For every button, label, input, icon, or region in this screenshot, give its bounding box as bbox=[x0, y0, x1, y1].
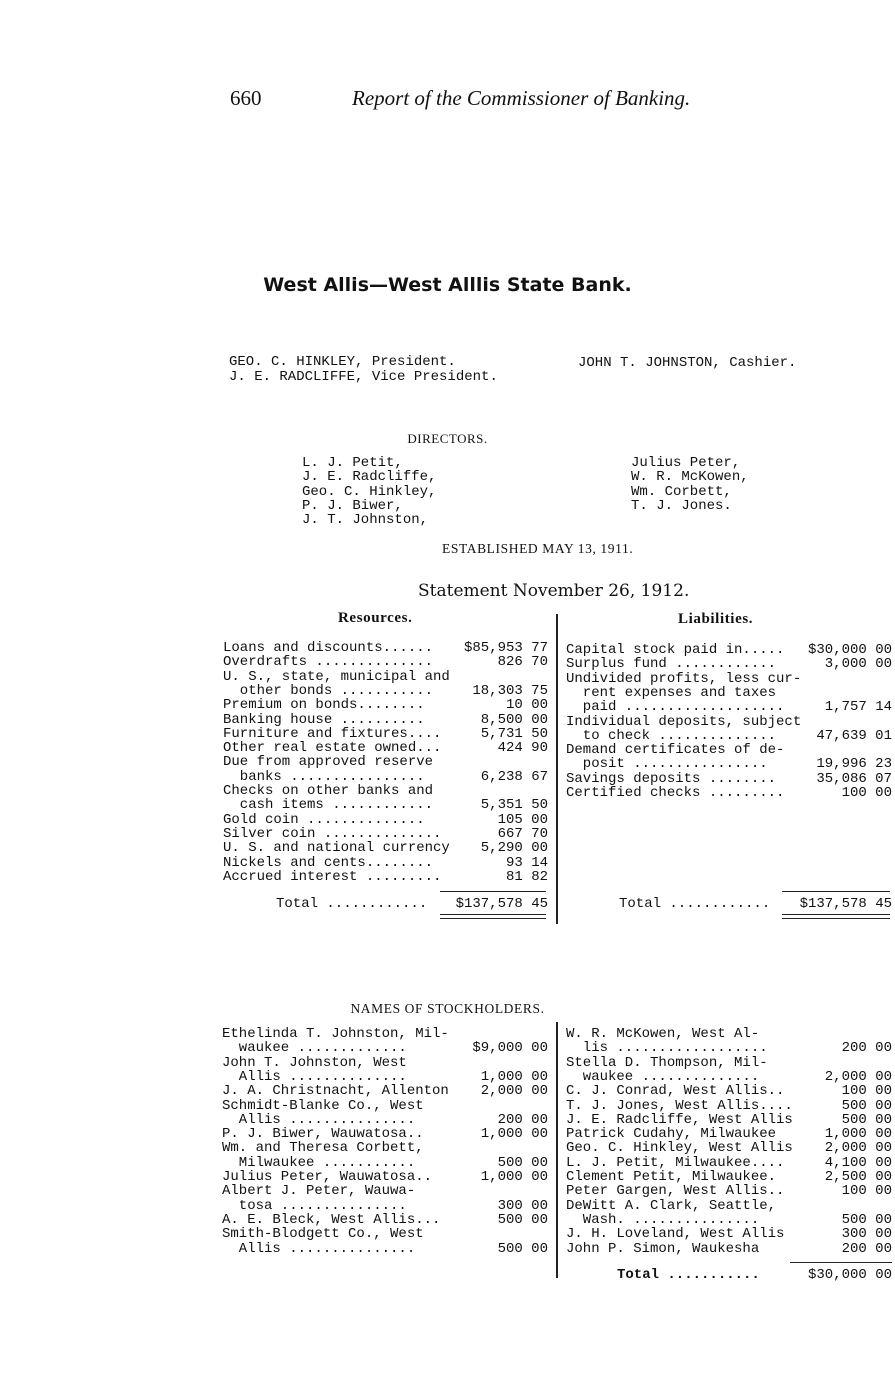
stockholder-row bbox=[566, 1184, 892, 1198]
resource-row-amount: 667 70 bbox=[497, 825, 548, 842]
stockholder-row bbox=[222, 1127, 548, 1141]
stockholder-row-amount: 1,000 00 bbox=[480, 1126, 548, 1143]
stockholder-row-label: Clement Petit, Milwaukee. bbox=[566, 1169, 777, 1185]
liability-row bbox=[566, 657, 892, 671]
stockholder-row-label: Geo. C. Hinkley, West Allis bbox=[566, 1140, 793, 1157]
resource-row-label: Gold coin .............. bbox=[223, 811, 425, 828]
director-name: T. J. Jones. bbox=[631, 497, 732, 514]
stockholder-row-amount: 2,000 00 bbox=[824, 1140, 892, 1157]
stockholder-row bbox=[566, 1027, 892, 1041]
resource-row bbox=[223, 856, 548, 870]
stockholder-row-label: P. J. Biwer, Wauwatosa.. bbox=[222, 1126, 424, 1143]
established-date: ESTABLISHED MAY 13, 1911. bbox=[442, 541, 634, 556]
stockholders-heading: NAMES OF STOCKHOLDERS. bbox=[350, 1001, 545, 1016]
resource-row-amount: 18,303 75 bbox=[472, 682, 548, 699]
stockholder-row-amount: 100 00 bbox=[841, 1083, 892, 1100]
liabilities-heading: Liabilities. bbox=[678, 611, 754, 627]
liability-row-amount: 47,639 01 bbox=[816, 727, 892, 744]
resource-row-amount: 6,238 67 bbox=[480, 768, 548, 785]
resource-row-label: Other real estate owned... bbox=[223, 740, 442, 757]
stockholder-row bbox=[222, 1056, 548, 1070]
liability-row-label: to check .............. bbox=[566, 727, 777, 744]
liability-row-amount: 19,996 23 bbox=[816, 756, 892, 773]
stockholder-row-amount: 2,000 00 bbox=[824, 1068, 892, 1085]
officer-cashier: JOHN T. JOHNSTON, Cashier. bbox=[578, 355, 797, 371]
resource-row-amount: 5,351 50 bbox=[480, 797, 548, 814]
stockholder-row-label: Wash. ............... bbox=[566, 1211, 760, 1228]
officer-president: GEO. C. HINKLEY, President. bbox=[229, 354, 456, 370]
stockholder-row-amount: 500 00 bbox=[497, 1240, 548, 1257]
director-name: Geo. C. Hinkley, bbox=[302, 483, 437, 500]
stockholder-row-amount: 4,100 00 bbox=[824, 1154, 892, 1171]
directors-right-list bbox=[631, 456, 749, 513]
liabilities-total-amount: $137,578 45 bbox=[799, 896, 892, 912]
stockholder-row bbox=[566, 1070, 892, 1084]
liability-row-label: Surplus fund ............ bbox=[566, 656, 777, 673]
stockholder-row bbox=[222, 1227, 548, 1241]
stockholder-row bbox=[222, 1184, 548, 1198]
resource-row-label: U. S. and national currency bbox=[223, 840, 450, 857]
stockholders-total-rule bbox=[790, 1262, 892, 1263]
resource-row-label: Nickels and cents........ bbox=[223, 854, 434, 871]
stockholder-row-label: Albert J. Peter, Wauwa- bbox=[222, 1183, 416, 1200]
stockholder-row-amount: 500 00 bbox=[841, 1097, 892, 1114]
stockholder-row-amount: 1,000 00 bbox=[824, 1126, 892, 1143]
stockholder-row-amount: 1,000 00 bbox=[480, 1169, 548, 1185]
director-name: Wm. Corbett, bbox=[631, 483, 732, 500]
stockholder-row-amount: 2,500 00 bbox=[824, 1169, 892, 1185]
resource-row-label: Overdrafts .............. bbox=[223, 654, 434, 671]
stockholder-row bbox=[222, 1199, 548, 1213]
stockholder-row-label: Allis ............... bbox=[222, 1240, 416, 1257]
resource-row-amount: 826 70 bbox=[497, 654, 548, 671]
liability-row bbox=[566, 700, 892, 714]
stockholder-row-amount: 200 00 bbox=[841, 1040, 892, 1057]
stockholder-row-amount: 300 00 bbox=[841, 1226, 892, 1243]
liabilities-total-label: Total ............ bbox=[619, 896, 771, 912]
stockholders-left-list bbox=[222, 1027, 548, 1256]
liabilities-total-double-rule bbox=[782, 914, 890, 919]
resources-total-double-rule bbox=[440, 914, 546, 919]
director-name: Julius Peter, bbox=[631, 455, 741, 471]
liabilities-total-rule bbox=[782, 891, 890, 892]
stockholder-row bbox=[222, 1170, 548, 1184]
stockholder-row-label: W. R. McKowen, West Al- bbox=[566, 1026, 760, 1042]
liability-row-label: Savings deposits ........ bbox=[566, 770, 777, 787]
stockholder-row-amount: 500 00 bbox=[497, 1154, 548, 1171]
stockholder-row-label: DeWitt A. Clark, Seattle, bbox=[566, 1197, 777, 1214]
resource-row-label: U. S., state, municipal and bbox=[223, 668, 450, 685]
liability-row-amount: 3,000 00 bbox=[824, 656, 892, 673]
liability-row-label: paid ................... bbox=[566, 699, 785, 716]
stockholder-row-amount: 500 00 bbox=[841, 1211, 892, 1228]
stockholder-row-amount: 200 00 bbox=[497, 1111, 548, 1128]
stockholder-row-label: Patrick Cudahy, Milwaukee bbox=[566, 1126, 777, 1143]
resource-row bbox=[223, 770, 548, 784]
resource-row bbox=[223, 655, 548, 669]
resource-row-label: Silver coin .............. bbox=[223, 825, 442, 842]
stockholder-row-label: Allis .............. bbox=[222, 1068, 407, 1085]
liability-row bbox=[566, 757, 892, 771]
resource-row-label: Accrued interest ......... bbox=[223, 868, 442, 885]
stockholder-row-label: Ethelinda T. Johnston, Mil- bbox=[222, 1026, 449, 1042]
liability-row-label: posit ................ bbox=[566, 756, 768, 773]
director-name: P. J. Biwer, bbox=[302, 497, 403, 514]
resource-row-label: Loans and discounts...... bbox=[223, 640, 434, 656]
resource-row bbox=[223, 813, 548, 827]
resource-row-label: other bonds ........... bbox=[223, 682, 434, 699]
stockholders-total-amount: $30,000 00 bbox=[807, 1267, 892, 1283]
resources-total-amount: $137,578 45 bbox=[455, 896, 548, 912]
stockholder-row-label: Allis ............... bbox=[222, 1111, 416, 1128]
resource-row bbox=[223, 670, 548, 684]
resource-row bbox=[223, 827, 548, 841]
stockholder-row bbox=[222, 1099, 548, 1113]
stockholder-row bbox=[566, 1041, 892, 1055]
liability-row-amount: 1,757 14 bbox=[824, 699, 892, 716]
stockholder-row bbox=[566, 1127, 892, 1141]
liabilities-list bbox=[566, 643, 892, 800]
stockholder-row-label: Stella D. Thompson, Mil- bbox=[566, 1054, 768, 1071]
liability-row-label: Certified checks ......... bbox=[566, 785, 785, 801]
liability-row-amount: $30,000 00 bbox=[807, 642, 892, 658]
resource-row-amount: 93 14 bbox=[505, 854, 548, 871]
stockholder-row-amount: $9,000 00 bbox=[472, 1040, 548, 1057]
liability-row bbox=[566, 643, 892, 657]
liability-row-amount: 35,086 07 bbox=[816, 770, 892, 787]
stockholder-row-label: John T. Johnston, West bbox=[222, 1054, 407, 1071]
resource-row bbox=[223, 841, 548, 855]
stockholder-row-label: waukee .............. bbox=[566, 1068, 760, 1085]
statement-column-divider bbox=[556, 614, 558, 924]
stockholder-row-label: Julius Peter, Wauwatosa.. bbox=[222, 1169, 433, 1185]
resource-row-amount: 5,290 00 bbox=[480, 840, 548, 857]
resource-row-amount: 5,731 50 bbox=[480, 725, 548, 742]
resource-row bbox=[223, 798, 548, 812]
stockholder-row-label: Schmidt-Blanke Co., West bbox=[222, 1097, 424, 1114]
stockholder-row-amount: 2,000 00 bbox=[480, 1083, 548, 1100]
stockholder-row bbox=[566, 1141, 892, 1155]
resource-row bbox=[223, 698, 548, 712]
resource-row-amount: 81 82 bbox=[505, 868, 548, 885]
resource-row-label: cash items ............ bbox=[223, 797, 434, 814]
page-number: 660 bbox=[230, 86, 262, 110]
liability-row-label: Individual deposits, subject bbox=[566, 713, 802, 730]
stockholder-row-label: Smith-Blodgett Co., West bbox=[222, 1226, 424, 1243]
stockholder-row-label: John P. Simon, Waukesha bbox=[566, 1240, 760, 1257]
stockholder-row bbox=[566, 1056, 892, 1070]
resource-row-label: Due from approved reserve bbox=[223, 754, 434, 771]
stockholder-row-amount: 500 00 bbox=[841, 1111, 892, 1128]
resources-list bbox=[223, 641, 548, 884]
stockholder-row bbox=[222, 1141, 548, 1155]
stockholders-column-divider bbox=[556, 1022, 558, 1278]
resource-row bbox=[223, 641, 548, 655]
liability-row bbox=[566, 729, 892, 743]
stockholder-row-label: Wm. and Theresa Corbett, bbox=[222, 1140, 424, 1157]
stockholder-row bbox=[566, 1156, 892, 1170]
liability-row-amount: 100 00 bbox=[841, 785, 892, 801]
director-name: W. R. McKowen, bbox=[631, 469, 749, 486]
resources-total-rule bbox=[440, 891, 546, 892]
statement-title: Statement November 26, 1912. bbox=[418, 581, 690, 601]
resource-row bbox=[223, 870, 548, 884]
stockholder-row bbox=[222, 1027, 548, 1041]
stockholder-row-label: lis .................. bbox=[566, 1040, 768, 1057]
director-name: J. T. Johnston, bbox=[302, 512, 429, 529]
resource-row-amount: 8,500 00 bbox=[480, 711, 548, 728]
resource-row-amount: $85,953 77 bbox=[463, 640, 548, 656]
stockholder-row-amount: 300 00 bbox=[497, 1197, 548, 1214]
stockholder-row-label: A. E. Bleck, West Allis... bbox=[222, 1211, 441, 1228]
stockholders-right-list bbox=[566, 1027, 892, 1256]
stockholders-total-label: Total ........... bbox=[617, 1267, 760, 1283]
liability-row-label: rent expenses and taxes bbox=[566, 684, 777, 701]
stockholder-row-amount: 1,000 00 bbox=[480, 1068, 548, 1085]
stockholder-row bbox=[566, 1084, 892, 1098]
stockholder-row-label: J. A. Christnacht, Allenton bbox=[222, 1083, 449, 1100]
liability-row bbox=[566, 715, 892, 729]
running-title: Report of the Commissioner of Banking. bbox=[352, 86, 691, 110]
stockholder-row bbox=[566, 1199, 892, 1213]
liability-row-label: Undivided profits, less cur- bbox=[566, 670, 802, 687]
stockholder-row bbox=[566, 1242, 892, 1256]
stockholder-row-label: T. J. Jones, West Allis.... bbox=[566, 1097, 793, 1114]
resource-row-label: banks ................ bbox=[223, 768, 425, 785]
liability-row-label: Capital stock paid in..... bbox=[566, 642, 785, 658]
liability-row bbox=[566, 672, 892, 686]
directors-left-list bbox=[302, 456, 436, 527]
stockholder-row bbox=[222, 1070, 548, 1084]
resource-row bbox=[223, 727, 548, 741]
resource-row bbox=[223, 741, 548, 755]
resources-heading: Resources. bbox=[338, 610, 413, 626]
stockholder-row-label: waukee ............. bbox=[222, 1040, 407, 1057]
resource-row bbox=[223, 713, 548, 727]
stockholder-row-label: J. E. Radcliffe, West Allis bbox=[566, 1111, 793, 1128]
stockholder-row bbox=[566, 1170, 892, 1184]
director-name: J. E. Radcliffe, bbox=[302, 469, 437, 486]
stockholder-row-amount: 100 00 bbox=[841, 1183, 892, 1200]
resource-row bbox=[223, 684, 548, 698]
liability-row bbox=[566, 686, 892, 700]
stockholder-row bbox=[566, 1213, 892, 1227]
liability-row-label: Demand certificates of de- bbox=[566, 742, 785, 759]
stockholder-row-amount: 500 00 bbox=[497, 1211, 548, 1228]
resource-row-amount: 10 00 bbox=[505, 697, 548, 714]
stockholder-row-label: J. H. Loveland, West Allis bbox=[566, 1226, 785, 1243]
liability-row bbox=[566, 786, 892, 800]
resource-row-label: Furniture and fixtures.... bbox=[223, 725, 442, 742]
stockholder-row-label: L. J. Petit, Milwaukee.... bbox=[566, 1154, 785, 1171]
stockholder-row bbox=[566, 1099, 892, 1113]
bank-title: West Allis—West Alllis State Bank. bbox=[263, 274, 632, 296]
resource-row-label: Banking house .......... bbox=[223, 711, 425, 728]
liability-row bbox=[566, 772, 892, 786]
resource-row bbox=[223, 755, 548, 769]
resources-total-label: Total ............ bbox=[276, 896, 428, 912]
stockholder-row-label: tosa ............... bbox=[222, 1197, 407, 1214]
stockholder-row-amount: 200 00 bbox=[841, 1240, 892, 1257]
director-name: L. J. Petit, bbox=[302, 455, 403, 471]
stockholder-row bbox=[222, 1084, 548, 1098]
stockholder-row bbox=[222, 1242, 548, 1256]
resource-row-label: Checks on other banks and bbox=[223, 783, 434, 799]
directors-heading: DIRECTORS. bbox=[407, 431, 488, 446]
liability-row bbox=[566, 743, 892, 757]
stockholder-row-label: Milwaukee ........... bbox=[222, 1154, 416, 1171]
stockholder-row bbox=[566, 1113, 892, 1127]
resource-row-amount: 424 90 bbox=[497, 740, 548, 757]
stockholder-row bbox=[566, 1227, 892, 1241]
stockholder-row bbox=[222, 1113, 548, 1127]
stockholder-row bbox=[222, 1041, 548, 1055]
stockholder-row-label: Peter Gargen, West Allis.. bbox=[566, 1183, 785, 1200]
resource-row bbox=[223, 784, 548, 798]
officer-vice-president: J. E. RADCLIFFE, Vice President. bbox=[229, 369, 498, 385]
stockholder-row bbox=[222, 1213, 548, 1227]
stockholder-row-label: C. J. Conrad, West Allis.. bbox=[566, 1083, 785, 1100]
stockholder-row bbox=[222, 1156, 548, 1170]
resource-row-amount: 105 00 bbox=[497, 811, 548, 828]
resource-row-label: Premium on bonds........ bbox=[223, 697, 425, 714]
